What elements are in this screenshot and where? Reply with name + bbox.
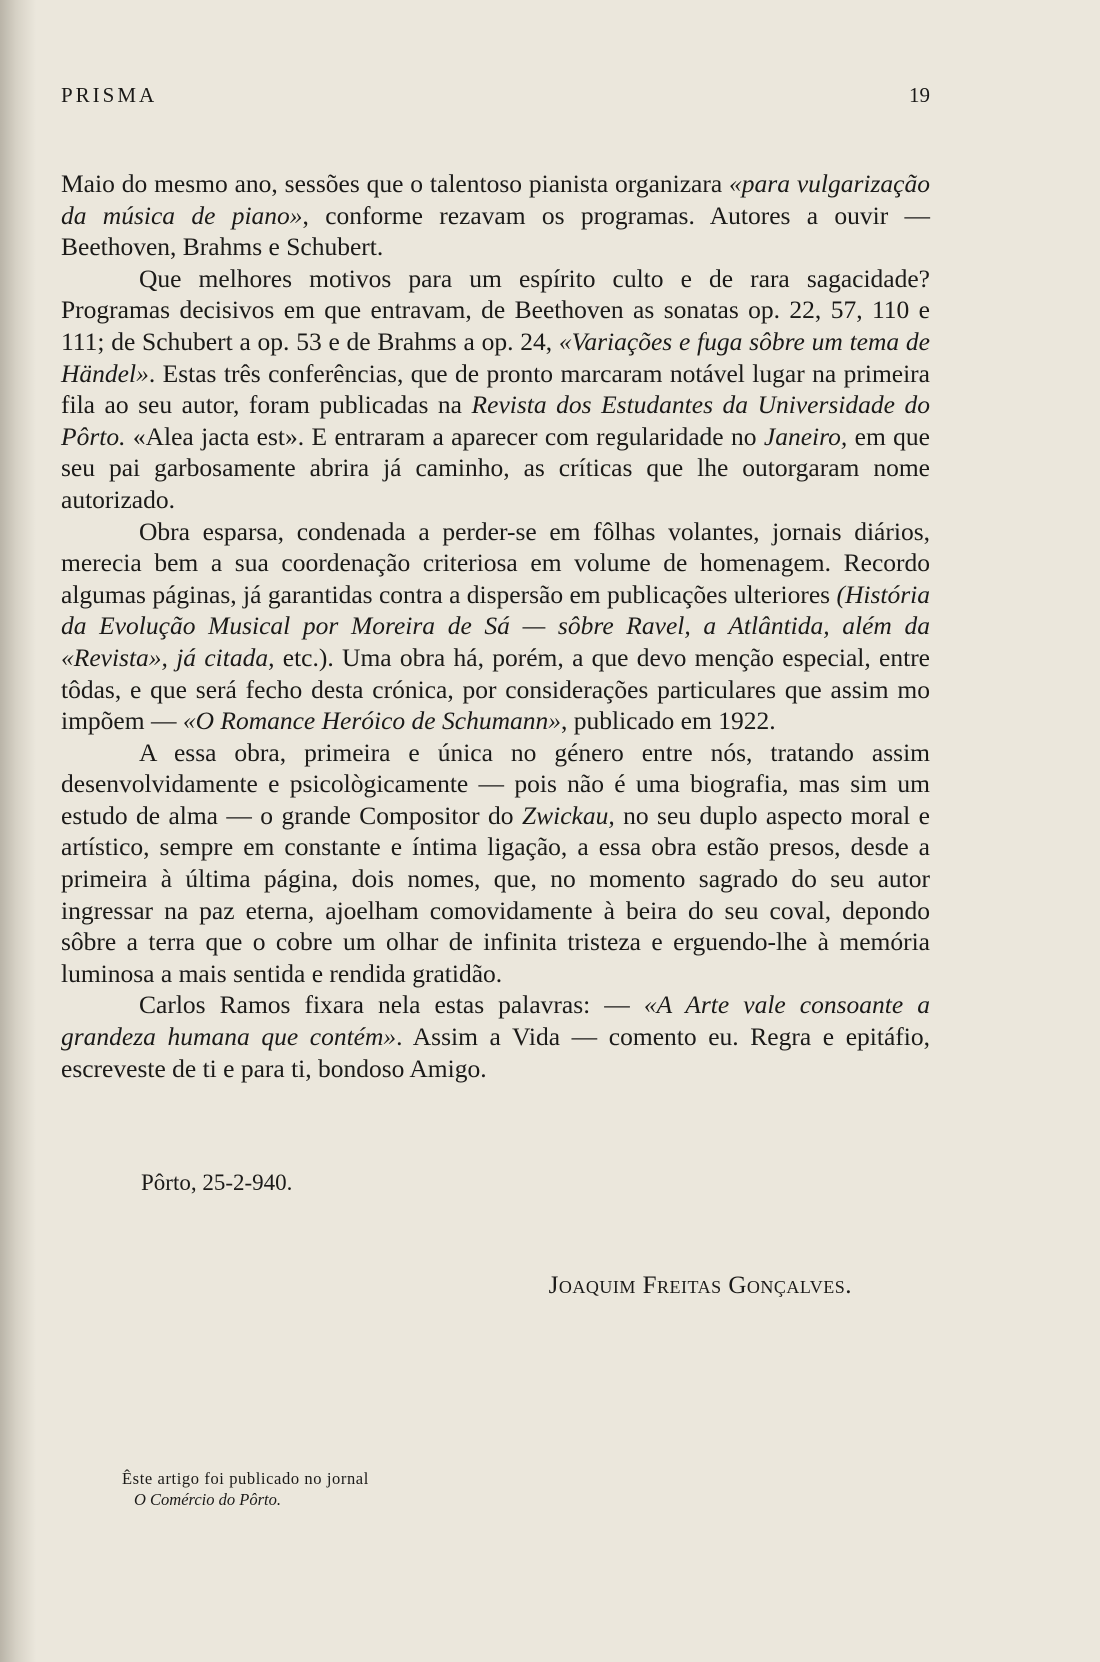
italic-run: Janeiro, — [763, 421, 848, 451]
paragraph-3 — [61, 516, 930, 737]
text-run: Obra esparsa, condenada a perder-se em fôlhas volantes, jornais diários, merecia bem a sua coordenação criteriosa em volume de homenagem. Recordo algumas páginas, já garantidas contra a dispersão em publicações ulteriores — [61, 516, 930, 609]
paragraph-2 — [61, 263, 930, 516]
footnote-line-2: O Comércio do Pôrto. — [134, 1490, 281, 1509]
text-run: Que melhores motivos para um espírito culto e de rara sagacidade? Programas decisivos em que entravam, de Beethoven as sonatas op. 22, 57, 110 e 111; de Schubert a op. 53 e de Brahms a op. 24, — [61, 263, 930, 356]
article-body — [61, 168, 930, 1084]
text-run: . Assim a Vida — comento eu. Regra e epitáfio, escreveste de ti e para ti, bondoso Amigo. — [61, 1022, 930, 1083]
text-run: Carlos Ramos fixara nela estas palavras: — — [139, 990, 644, 1020]
text-run: , conforme rezavam os programas. Autores a ouvir — Beethoven, Brahms e Schubert. — [61, 200, 930, 262]
running-title: PRISMA — [61, 83, 158, 107]
text-run: etc.). Uma obra há, porém, a que devo menção especial, entre tôdas, e que será fecho desta crónica, por considerações particulares que assim mo impõem — — [61, 642, 930, 736]
paragraph-5 — [61, 989, 930, 1084]
italic-run: (História da Evolução Musical por Moreira de Sá — sôbre Ravel, a Atlântida, além da «Revista», já citada, — [61, 579, 930, 672]
page-binding-shadow — [0, 0, 36, 1662]
text-run: . Estas três conferências, que de pronto marcaram notável lugar na primeira fila ao seu autor, foram publicadas na — [61, 358, 930, 420]
italic-run: «Variações e fuga sôbre um tema de Händel» — [61, 326, 930, 388]
footnote — [122, 1468, 369, 1510]
running-header — [61, 83, 930, 113]
italic-run: «O Romance Heróico de Schumann» — [182, 706, 561, 736]
italic-run: Revista dos Estudantes da Universidade do Pôrto. — [61, 390, 930, 451]
footnote-line-1: Êste artigo foi publicado no jornal — [122, 1469, 369, 1488]
page-number: 19 — [909, 83, 930, 107]
text-run: , publicado em 1922. — [560, 706, 776, 736]
paragraph-4 — [61, 737, 930, 990]
paragraph-1 — [61, 168, 930, 263]
text-run: «Alea jacta est». E entraram a aparecer com regularidade no — [125, 421, 764, 451]
italic-run: Zwickau, — [521, 800, 615, 830]
text-run: A essa obra, primeira e única no género entre nós, tratando assim desenvolvidamente e psicològicamente — pois não é uma biografia, mas sim um estudo de alma — o grande Compositor do — [61, 737, 930, 830]
italic-run: «para vulgarização da música de piano» — [61, 169, 930, 230]
italic-run: «A Arte vale consoante a grandeza humana que contém» — [61, 990, 930, 1052]
dateline: Pôrto, 25-2-940. — [141, 1170, 293, 1195]
text-run: no seu duplo aspecto moral e artístico, sempre em constante e íntima ligação, a essa obra estão presos, desde a primeira à última página, dois nomes, que, no momento sagrado do seu autor ingressar na paz eterna, ajoelham comovidamente à beira do seu coval, depondo sôbre a terra que o cobre um olhar de infinita tristeza e erguendo-lhe à memória luminosa a mais sentida e rendida gratidão. — [61, 800, 930, 988]
text-run: Maio do mesmo ano, sessões que o talentoso pianista organizara — [61, 169, 730, 198]
text-run: em que seu pai garbosamente abrira já caminho, as críticas que lhe outorgaram nome autorizado. — [61, 421, 930, 514]
author-signature: Joaquim Freitas Gonçalves. — [548, 1272, 852, 1299]
